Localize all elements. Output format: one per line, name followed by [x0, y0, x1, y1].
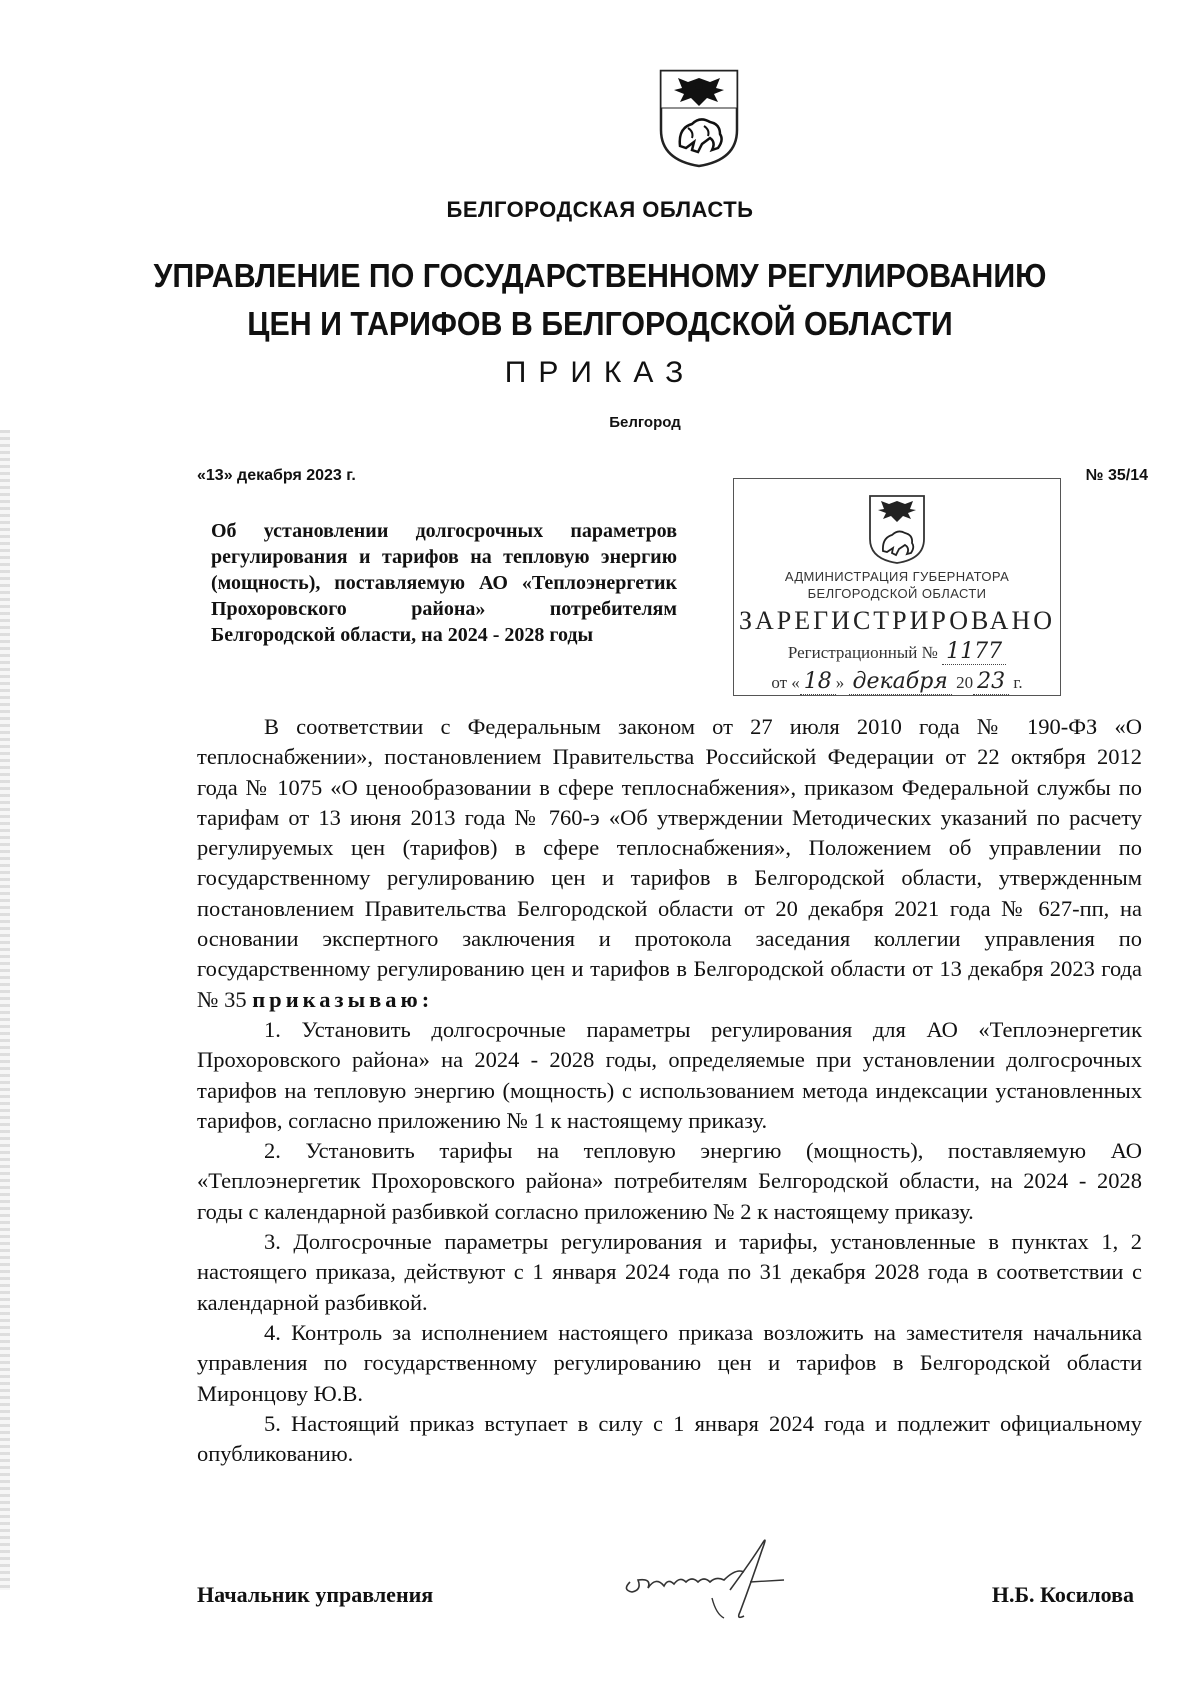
stamp-organization: [734, 568, 1060, 602]
order-number: № 35/14: [1085, 467, 1148, 484]
order-item: 3. Долгосрочные параметры регулирования и тарифы, установленные в пунктах 1, 2 настоящего приказа, действуют с 1 января 2024 года по 31 декабря 2028 года в соответствии с календарной разбивкой.: [197, 1229, 1142, 1315]
signer-title: Начальник управления: [197, 1582, 434, 1607]
stamp-org-line-2: БЕЛГОРОДСКОЙ ОБЛАСТИ: [807, 586, 987, 601]
stamp-date-prefix: от «: [771, 673, 800, 692]
stamp-date-line: [734, 669, 1060, 694]
stamp-month: декабря: [849, 669, 952, 695]
agency-line-2: ЦЕН И ТАРИФОВ В БЕЛГОРОДСКОЙ ОБЛАСТИ: [247, 305, 953, 342]
stamp-year-end: г.: [1013, 673, 1023, 692]
stamp-registered: ЗАРЕГИСТРИРОВАНО: [739, 606, 1055, 635]
order-body: [197, 712, 1142, 1469]
document-type: ПРИКАЗ: [504, 356, 696, 389]
order-subject: Об установлении долгосрочных параметров регулирования и тарифов на тепловую энергию (мощность), поставляемую АО «Теплоэнергетик Прохоровского района» потребителям Белгородской области, на 2024 - 2028 годы: [211, 520, 677, 646]
preamble-text: В соответствии с Федеральным законом от 27 июля 2010 года № 190-ФЗ «О теплоснабжении», постановлением Правительства Российской Федерации от 22 октября 2012 года № 1075 «О ценообразовании в сфере теплоснабжения», приказом Федеральной службы по тарифам от 13 июня 2013 года № 760-э «Об утверждении Методических указаний по расчету регулируемых цен (тарифов) в сфере теплоснабжения», Положением об управлении по государственному регулированию цен и тарифов в Белгородской области, утвержденным постановлением Правительства Белгородской области от 20 декабря 2021 года № 627-пп, на основании экспертного заключения и протокола заседания коллегии управления по государственному регулированию цен и тарифов в Белгородской области от 13 декабря 2023 года № 35: [197, 714, 1142, 1012]
order-date: «13» декабря 2023 г.: [197, 467, 356, 484]
stamp-org-line-1: АДМИНИСТРАЦИЯ ГУБЕРНАТОРА: [784, 569, 1010, 584]
order-word: приказываю:: [252, 986, 434, 1012]
coat-of-arms-icon: [658, 68, 740, 168]
city-label: Белгород: [609, 414, 681, 431]
stamp-date-mid: »: [835, 673, 845, 692]
order-item: 1. Установить долгосрочные параметры регулирования для АО «Теплоэнергетик Прохоровского района» на 2024 - 2028 годы, определяемые при установлении долгосрочных тарифов на тепловую энергию (мощность) с использованием метода индексации установленных тарифов, согласно приложению № 1 к настоящему приказу.: [197, 1016, 1142, 1133]
signer-name: Н.Б. Косилова: [991, 1582, 1134, 1607]
order-item: 4. Контроль за исполнением настоящего приказа возложить на заместителя начальника управления по государственному регулированию цен и тарифов в Белгородской области Миронцову Ю.В.: [197, 1319, 1142, 1406]
order-item: 2. Установить тарифы на тепловую энергию (мощность), поставляемую АО «Теплоэнергетик Прохоровского района» потребителям Белгородской области, на 2024 - 2028 годы с календарной разбивкой согласно приложению № 2 к настоящему приказу.: [197, 1138, 1142, 1224]
agency-line-1: УПРАВЛЕНИЕ ПО ГОСУДАРСТВЕННОМУ РЕГУЛИРОВАНИЮ: [153, 257, 1047, 294]
stamp-reg-number: 1177: [942, 639, 1006, 665]
stamp-registration-line: [734, 639, 1060, 664]
stamp-coat-of-arms-icon: [867, 493, 927, 565]
preamble-paragraph: [197, 712, 1142, 1015]
order-item: 5. Настоящий приказ вступает в силу с 1 января 2024 года и подлежит официальному опубликованию.: [197, 1410, 1142, 1467]
scan-edge: [0, 430, 10, 1590]
registration-stamp: [733, 478, 1061, 696]
stamp-year-prefix: 20: [956, 673, 974, 692]
region-heading: БЕЛГОРОДСКАЯ ОБЛАСТЬ: [446, 197, 754, 222]
stamp-day: 18: [800, 669, 836, 695]
stamp-year-suffix: 23: [973, 669, 1009, 695]
handwritten-signature: [612, 1520, 812, 1630]
agency-heading: [48, 252, 1152, 348]
stamp-reg-label: Регистрационный №: [787, 643, 938, 662]
